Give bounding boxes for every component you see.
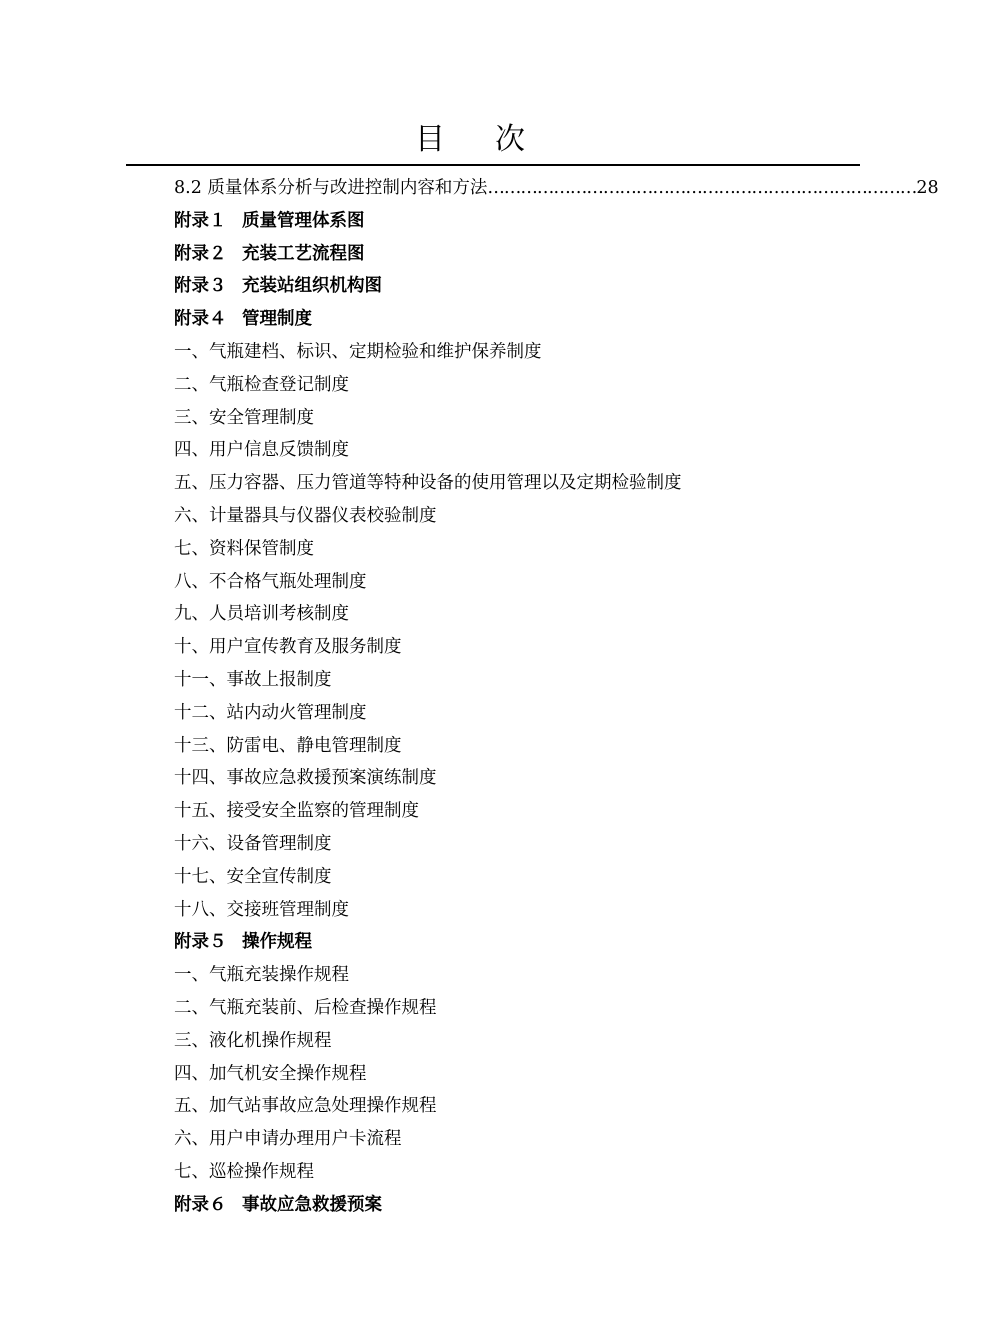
toc-item[interactable]: 七、巡检操作规程 — [174, 1161, 314, 1182]
toc-item[interactable]: 十、用户宣传教育及服务制度 — [174, 637, 402, 658]
toc-item[interactable]: 六、用户申请办理用户卡流程 — [174, 1129, 402, 1150]
table-of-contents — [174, 172, 939, 1222]
toc-item[interactable]: 十二、站内动火管理制度 — [174, 702, 367, 723]
toc-item[interactable]: 三、安全管理制度 — [174, 407, 314, 428]
toc-appendix-1[interactable] — [174, 205, 842, 238]
appendix-number: 附录１ — [174, 210, 227, 231]
appendix-number: 附录５ — [174, 932, 227, 953]
toc-item[interactable]: 二、气瓶充装前、后检查操作规程 — [174, 997, 437, 1018]
title-underline — [126, 164, 860, 166]
toc-item[interactable]: 五、压力容器、压力管道等特种设备的使用管理以及定期检验制度 — [174, 473, 682, 494]
toc-item[interactable]: 四、加气机安全操作规程 — [174, 1063, 367, 1084]
toc-item[interactable]: 八、不合格气瓶处理制度 — [174, 571, 367, 592]
toc-item[interactable]: 一、气瓶建档、标识、定期检验和维护保养制度 — [174, 341, 542, 362]
toc-item[interactable]: 三、液化机操作规程 — [174, 1030, 332, 1051]
toc-appendix-4[interactable] — [174, 303, 842, 336]
toc-item[interactable]: 二、气瓶检查登记制度 — [174, 374, 349, 395]
toc-entry-8-2[interactable] — [174, 172, 939, 205]
toc-appendix-3[interactable] — [174, 270, 842, 303]
appendix-title: 质量管理体系图 — [242, 210, 365, 231]
toc-item[interactable]: 七、资料保管制度 — [174, 538, 314, 559]
page-title: 目次 — [415, 122, 575, 157]
toc-item[interactable]: 一、气瓶充装操作规程 — [174, 965, 349, 986]
toc-item[interactable]: 六、计量器具与仪器仪表校验制度 — [174, 505, 437, 526]
toc-item[interactable]: 十六、设备管理制度 — [174, 833, 332, 854]
toc-appendix-2[interactable] — [174, 238, 842, 271]
toc-item[interactable]: 十四、事故应急救援预案演练制度 — [174, 768, 437, 789]
toc-item[interactable]: 十七、安全宣传制度 — [174, 866, 332, 887]
toc-item[interactable]: 四、用户信息反馈制度 — [174, 440, 349, 461]
toc-dot-leader: …………………………………………………………………… — [487, 178, 917, 198]
toc-entry-text: 8.2 质量体系分析与改进控制内容和方法 — [174, 178, 488, 198]
appendix-number: 附录４ — [174, 309, 227, 330]
toc-item[interactable]: 九、人员培训考核制度 — [174, 604, 349, 625]
toc-page-number: 28 — [916, 178, 939, 198]
appendix-title: 操作规程 — [242, 932, 312, 953]
appendix-title: 充装站组织机构图 — [242, 276, 382, 297]
appendix-number: 附录３ — [174, 276, 227, 297]
appendix-title: 充装工艺流程图 — [242, 243, 365, 264]
appendix-title: 管理制度 — [242, 309, 312, 330]
toc-appendix-5[interactable] — [174, 926, 842, 959]
toc-item[interactable]: 十一、事故上报制度 — [174, 669, 332, 690]
appendix-title: 事故应急救援预案 — [242, 1194, 382, 1215]
toc-item[interactable]: 十五、接受安全监察的管理制度 — [174, 801, 419, 822]
toc-appendix-6[interactable] — [174, 1189, 842, 1222]
toc-item[interactable]: 十八、交接班管理制度 — [174, 899, 349, 920]
appendix-number: 附录６ — [174, 1194, 227, 1215]
toc-item[interactable]: 十三、防雷电、静电管理制度 — [174, 735, 402, 756]
appendix-number: 附录２ — [174, 243, 227, 264]
toc-item[interactable]: 五、加气站事故应急处理操作规程 — [174, 1096, 437, 1117]
